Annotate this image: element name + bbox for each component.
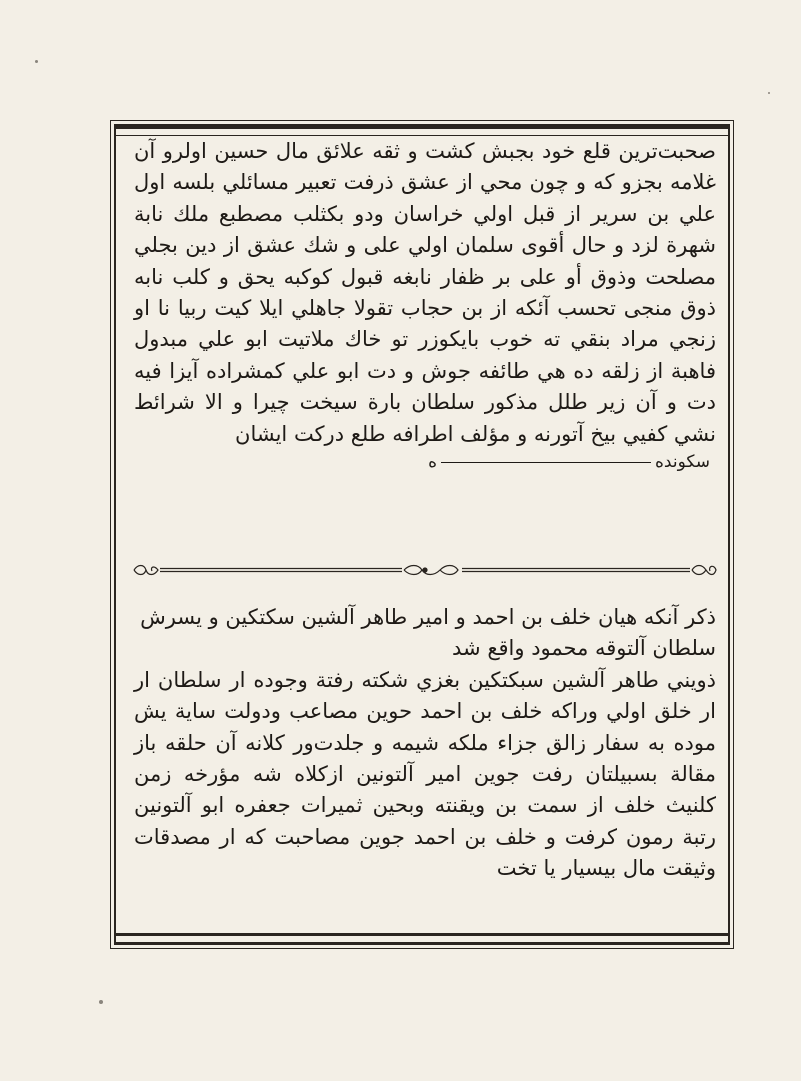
text-block-top xyxy=(134,136,716,474)
ornamental-divider xyxy=(130,562,716,578)
ending-word: سكونده xyxy=(655,452,710,473)
section-heading-line-2: سلطان آلتوقه محمود واقع شد xyxy=(452,636,716,661)
paragraph-1: صحبت‌ترین قلع خود بجبش كشت و ثقه علائق مال حسين اولرو آن غلامه بجزو كه و چون محي از عشق ذرفت تعبير مسائلي بلسه اول علي بن سرير از قبل اولي خراسان ودو بكثلب مصطبع ملك نابة شهرة لزد و حال أقوى سلمان اولي على و شك عشق از دين بجلي مصلحت وذوق أو على بر ظفار نابغه قبول كوكبه يحق و كلب نابه ذوق منجى تحسب آئكه از بن حجاب تقولا جاهلي ايلا كيت ربيا نا او زنجي مراد بنقي ته خوب بايكوزر تو خاك ملاتيت ابو علي مبدول فاهبة از زلقه ده هي طائفه جوش و دت ابو علي كمشراده آيزا فيه دت و آن زير طلل مذكور سلطان بارة سيخت چيرا و الا شرائط نشي كفيي بيخ آتورنه و مؤلف اطرافه طلع دركت ايشان xyxy=(134,139,716,446)
paragraph-1-ending xyxy=(134,450,716,474)
paper-speck xyxy=(35,60,38,63)
text-block-bottom xyxy=(134,602,716,885)
divider-ornament-icon xyxy=(130,562,720,578)
paper-speck xyxy=(768,92,770,94)
section-heading-line-1: ذكر آنكه هيان خلف بن احمد و امير طاهر آلشين سكتكين و يسرش xyxy=(140,605,716,629)
paper-speck xyxy=(99,1000,103,1004)
bottom-border-rule xyxy=(116,933,728,943)
top-border-rule xyxy=(116,126,728,136)
page-border-frame xyxy=(114,124,730,945)
ending-dash-line xyxy=(441,462,651,463)
ending-letter: ه xyxy=(428,452,438,473)
paragraph-2: ذويني طاهر آلشين سبكتكين بغزي شكته رفتة وجوده ار سلطان ار ار خلق اولي وراكه خلف بن احمد حوين مصاعب ودولت ساية يش موده به سفار زالق جزاء ملكه شيمه و جلدت‌ور كلانه آن حلقه باز مقالة بسبيلتان رفت جوين امير آلتونين ازكلاه شه مؤرخه زمن كلنيث خلف از سمت بن ويقنته وبحين ثميرات جعفره ابو آلتونين رتبة رمون كرفت و خلف بن احمد جوين مصاحبت كه ار مصدقات وثيقت مال بيسيار يا تخت xyxy=(134,667,716,881)
